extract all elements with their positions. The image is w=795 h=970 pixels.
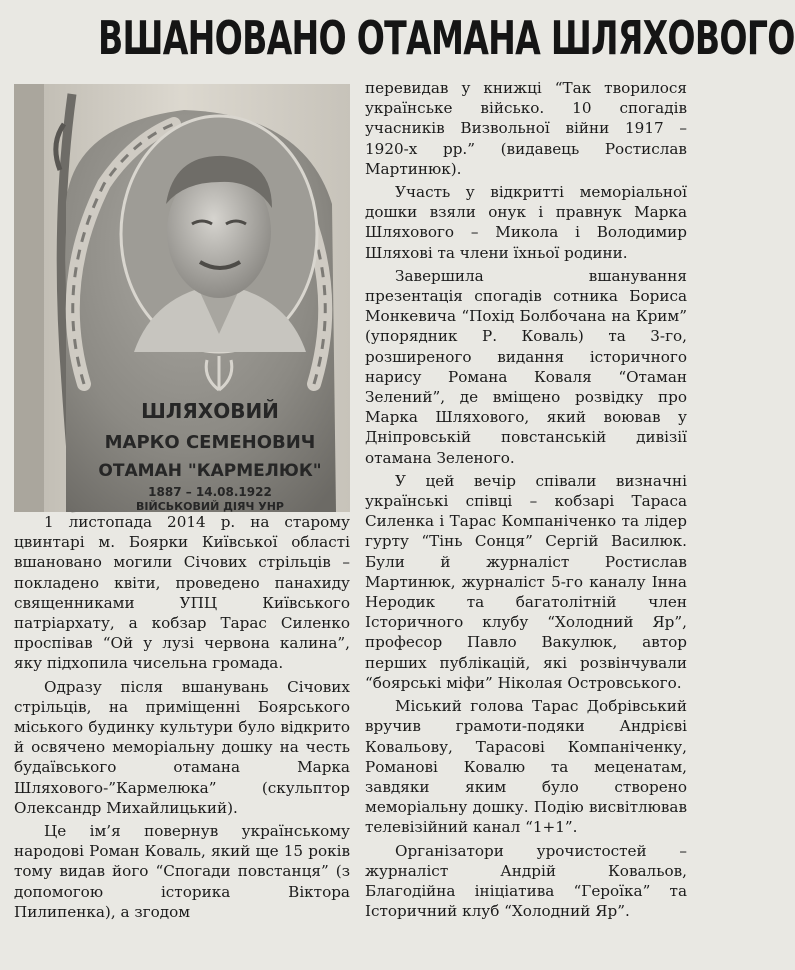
plaque-line-title: ОТАМАН "КАРМЕЛЮК" [98,461,322,481]
plaque-line-role: ВІЙСЬКОВИЙ ДІЯЧ УНР [136,500,284,513]
paragraph: перевидав у книжці “Так творилося українське військо. 10 спогадів учасників Визвольної війни 1917 – 1920-х рр.” (видавець Ростислав Мартинюк). [365,79,687,178]
paragraph: Участь у відкритті меморіальної дошки взяли онук і правнук Марка Шляхового – Микола і Володимир Шляхові та члени їхньої родини. [365,183,687,262]
plaque-illustration [14,84,350,512]
paragraph: Це ім’я повернув українському народові Роман Коваль, який ще 15 років тому видав його “Спогади повстанця” (з допомогою історика Віктора Пилипенка), а згодом [14,822,350,921]
paragraph: Організатори урочистостей – журналіст Андрій Ковальов, Благодійна ініціатива “Героїка” та Історичний клуб “Холодний Яр”. [365,841,687,921]
plaque-line-name: ШЛЯХОВИЙ [141,399,279,423]
memorial-plaque-photo [14,84,350,512]
paragraph: У цей вечір співали визначні українські співці – кобзарі Тараса Силенка і Тарас Компаніченко та лідер гурту “Тінь Сонця” Сергій Василюк. Були й журналіст Ростислав Мартинюк, журналіст 5-го каналу Інна Неродик та багатолітній член Історичного клубу “Холодний Яр”, професор Павло Вакулюк, автор перших публікацій, які розвінчували “боярські міфи” Ніколая Островського. [365,471,687,692]
article-column-left [14,512,350,962]
paragraph: Міський голова Тарас Добрівський вручив грамоти-подяки Андрієві Ковальову, Тарасові Компаніченку, Романові Ковалю та меценатам, завдяки яким було створено меморіальну дошку. Подію висвітлював телевізійний канал “1+1”. [365,697,687,837]
paragraph: Одразу після вшанувань Січових стрільців, на приміщенні Боярського міського будинку культури було відкрито й освячено меморіальну дошку на честь будаївського отамана Марка Шляхового-”Кармелюка” (скульптор Олександр Михайлицький). [14,677,350,817]
plaque-line-dates: 1887 – 14.08.1922 [148,485,272,499]
paragraph: Завершила вшанування презентація спогадів сотника Бориса Монкевича “Похід Болбочана на Крим” (упорядник Р. Коваль) та 3-го, розширеного видання історичного нарису Романа Коваля “Отаман Зелений”, де вміщено розвідку про Марка Шляхового, який воював у Дніпровській повстанській дивізії отамана Зеленого. [365,266,687,467]
article-column-right [365,78,687,964]
paragraph: 1 листопада 2014 р. на старому цвинтарі м. Боярки Київської області вшановано могили Січових стрільців – покладено квіти, проведено панахиду священниками УПЦ Київського патріархату, а кобзар Тарас Силенко проспівав “Ой у лузі червона калина”, яку підхопила чисельна громада. [14,513,350,673]
plaque-line-patronymic: МАРКО СЕМЕНОВИЧ [104,432,316,453]
article-headline: ВШАНОВАНО ОТАМАНА ШЛЯХОВОГО [97,11,795,65]
